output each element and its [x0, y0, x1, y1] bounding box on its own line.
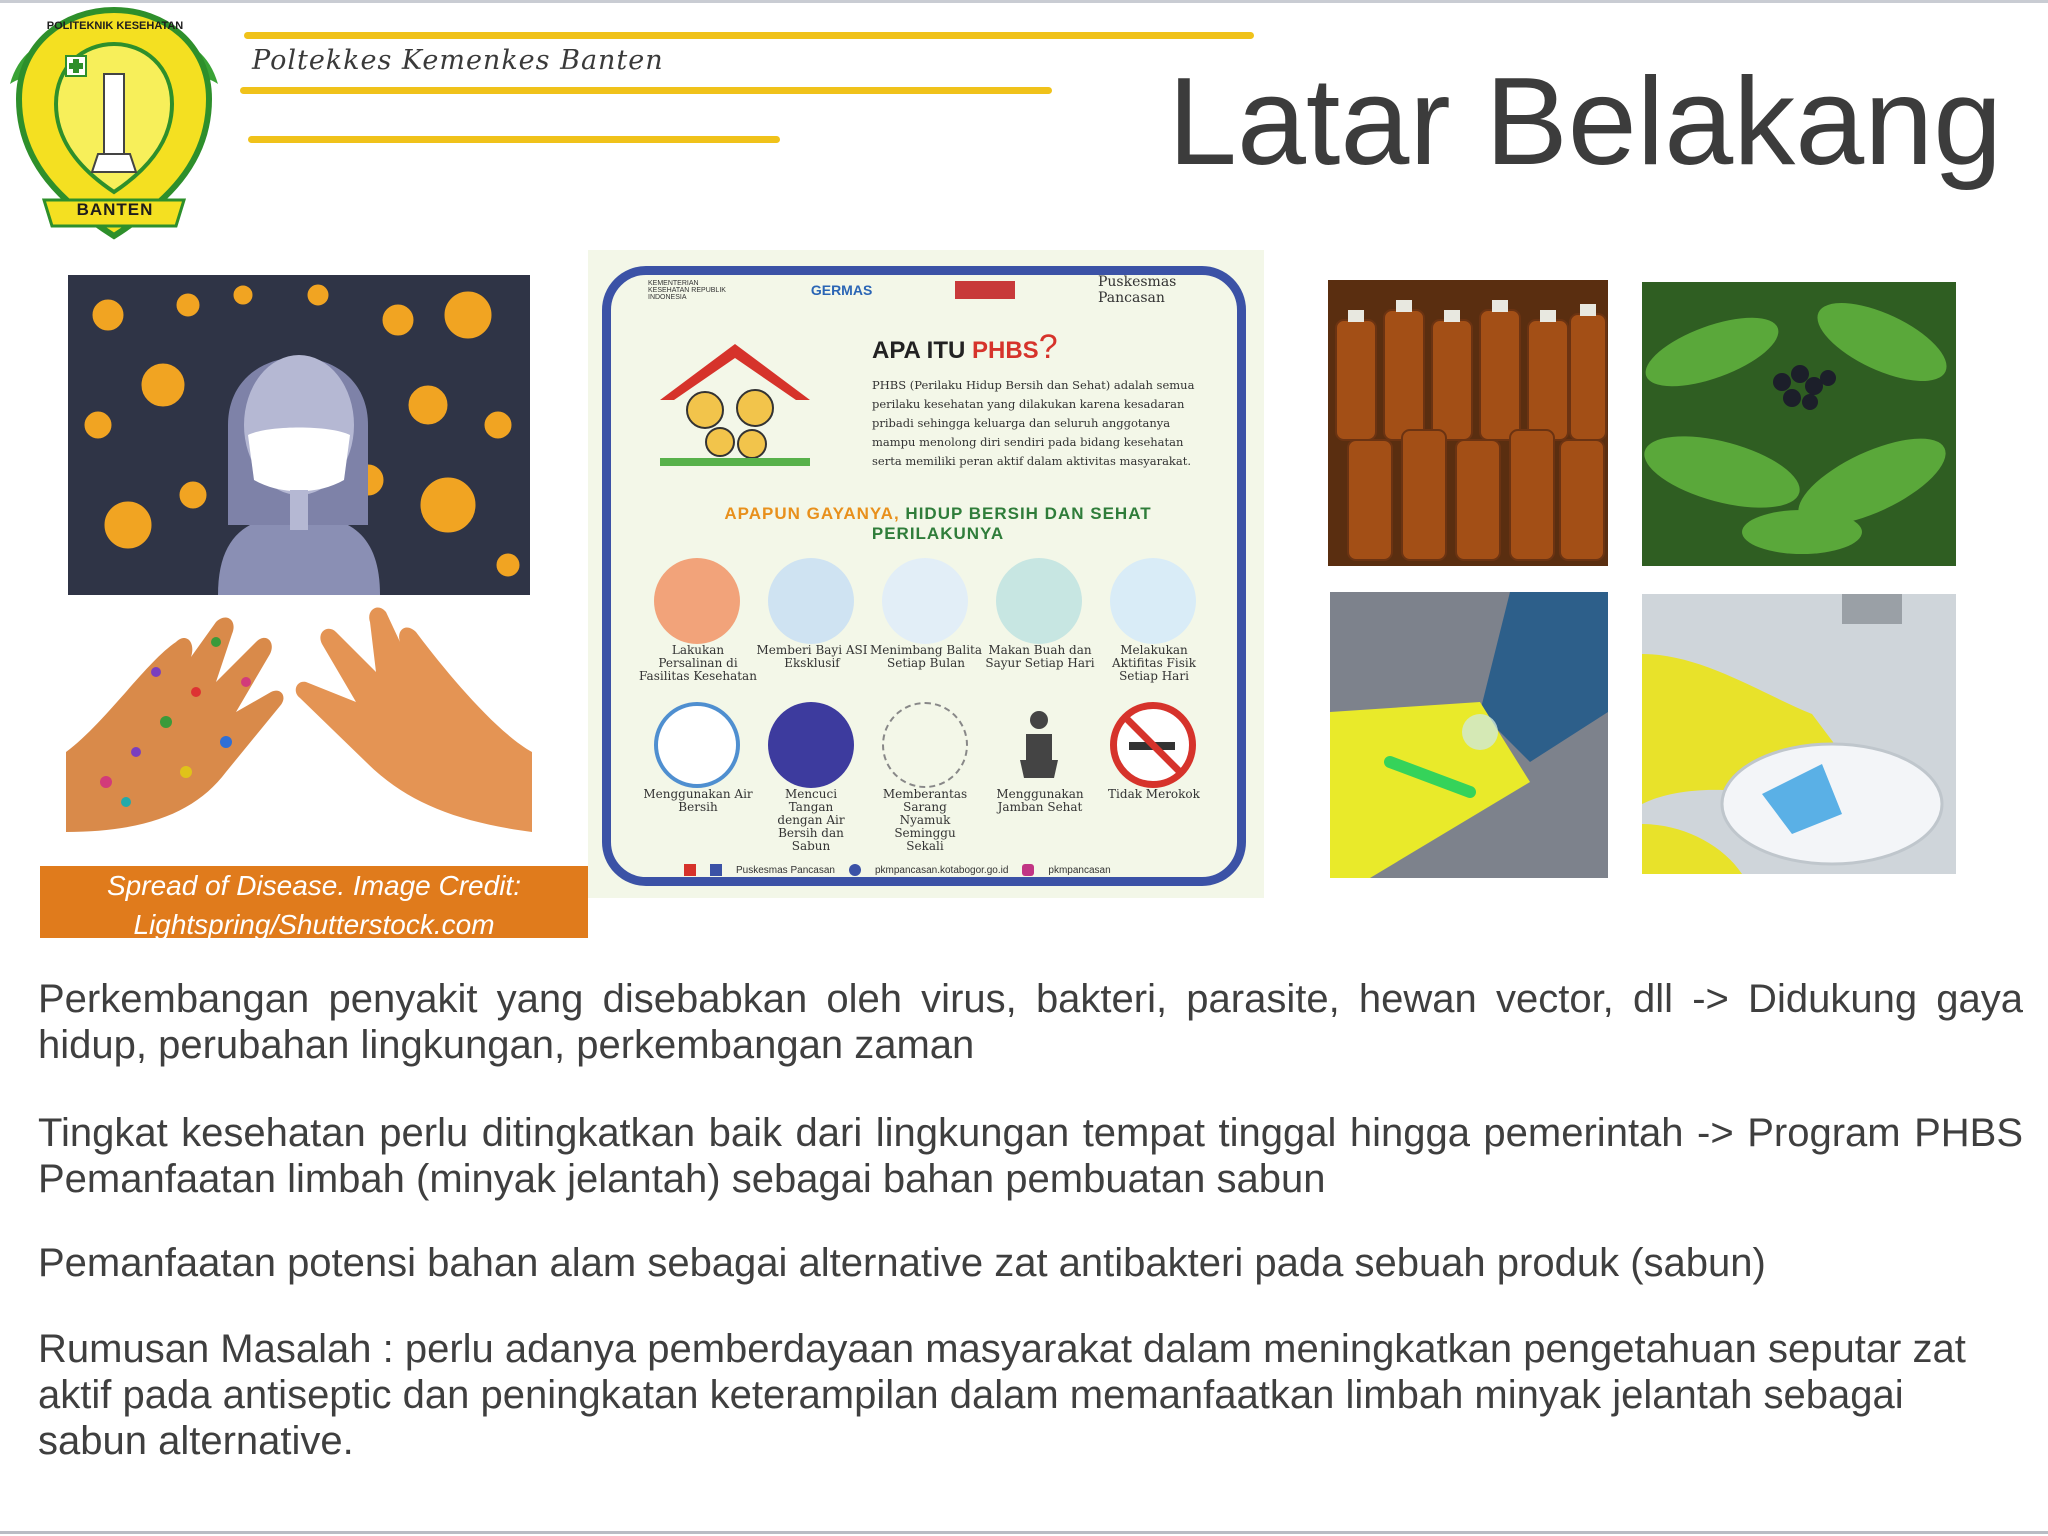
top-border: [0, 0, 2048, 3]
plant-leaves-berries: [1642, 282, 1956, 566]
accent-stripe-3: [248, 136, 780, 143]
item-label-8: Memberantas Sarang Nyamuk Seminggu Sekali: [882, 787, 968, 853]
mosquito-icon: [882, 702, 968, 788]
web-icon: [849, 864, 861, 876]
puskesmas-logo: Puskesmas Pancasan: [1097, 274, 1177, 306]
item-label-3: Menimbang Balita Setiap Bulan: [869, 643, 983, 670]
clean-water-tap-icon: [654, 702, 740, 788]
logo-ring-text: POLITEKNIK KESEHATAN: [46, 20, 184, 32]
facebook-icon: [710, 864, 722, 876]
germ-hands-illustration: [66, 602, 532, 868]
item-label-5: Melakukan Aktifitas Fisik Setiap Hari: [1112, 643, 1196, 683]
footer-web: pkmpancasan.kotabogor.go.id: [874, 864, 1009, 876]
item-label-10: Tidak Merokok: [1108, 787, 1200, 801]
item-label-1: Lakukan Persalinan di Fasilitas Kesehatan: [639, 643, 757, 683]
paragraph-1: Perkembangan penyakit yang disebabkan oleh virus, bakteri, parasite, hewan vector, dll -> Didukung gaya hidup, perubahan lingkungan, perkembangan zaman: [38, 977, 2023, 1067]
heading-suffix: ?: [1038, 328, 1058, 366]
image-caption: Spread of Disease. Image Credit: Lightspring/Shutterstock.com: [40, 866, 588, 938]
paragraph-4: Rumusan Masalah : perlu adanya pemberdayaan masyarakat dalam meningkatkan pengetahuan seputar zat aktif pada antiseptic dan peningkatan keterampilan dalam memanfaatkan limbah minyak jelantah sebagai sabun alternative.: [38, 1327, 1966, 1463]
page-title: Latar Belakang: [1168, 53, 2003, 191]
fruit-vegetable-icon: [996, 558, 1082, 644]
footer-facebook: Puskesmas Pancasan: [736, 864, 835, 876]
family-house-illustration: [650, 340, 820, 470]
youtube-icon: [684, 864, 696, 876]
paragraph-2: Tingkat kesehatan perlu ditingkatkan baik dari lingkungan tempat tinggal hingga pemerintah -> Program PHBS Pemanfaatan limbah (minyak jelantah) sebagai bahan pembuatan sabun: [38, 1111, 2023, 1201]
exercise-icon: [1110, 558, 1196, 644]
used-cooking-oil-bottles: [1328, 280, 1608, 566]
footer-instagram: pkmpancasan: [1048, 864, 1111, 876]
poster-slogan: [658, 504, 1218, 544]
accent-stripe-1: [244, 32, 1254, 39]
accent-stripe-2: [240, 87, 1052, 94]
phbs-poster: [588, 250, 1264, 898]
slogan-prefix: APAPUN GAYANYA,: [724, 504, 906, 523]
germas-logo: GERMAS: [810, 282, 873, 298]
item-label-7: Mencuci Tangan dengan Air Bersih dan Sabun: [777, 787, 845, 853]
no-smoking-icon: [1110, 702, 1196, 788]
slogan-highlight: HIDUP BERSIH DAN SEHAT PERILAKUNYA: [871, 504, 1152, 543]
toilet-icon: [996, 702, 1082, 788]
handwashing-icon: [768, 702, 854, 788]
kemenkes-logo: KEMENTERIAN KESEHATAN REPUBLIK INDONESIA: [648, 279, 726, 301]
phbs-definition: PHBS (Perilaku Hidup Bersih dan Sehat) adalah semua perilaku kesehatan yang dilakukan karena kesadaran pribadi sehingga keluarga dan seluruh anggotanya mampu menolong diri sendiri pada bidang kesehatan serta memiliki peran aktif dalam aktivitas masyarakat.: [872, 378, 1195, 468]
logo-banner-text: BANTEN: [76, 200, 154, 219]
baby-scale-icon: [882, 558, 968, 644]
heading-prefix: APA ITU: [872, 337, 972, 364]
instagram-icon: [1022, 864, 1034, 876]
item-label-9: Menggunakan Jamban Sehat: [996, 787, 1084, 814]
bottom-border: [0, 1531, 2048, 1534]
breastfeeding-icon: [768, 558, 854, 644]
dish-soap-sponge: [1330, 592, 1608, 878]
paragraph-3: Pemanfaatan potensi bahan alam sebagai alternative zat antibakteri pada sebuah produk (sabun): [38, 1241, 1766, 1285]
poster-footer: [684, 864, 1184, 876]
item-label-4: Makan Buah dan Sayur Setiap Hari: [985, 643, 1095, 670]
item-label-2: Memberi Bayi ASI Eksklusif: [756, 643, 868, 670]
poster-logos: [648, 268, 1208, 312]
washing-dishes-gloves: [1642, 594, 1956, 874]
item-label-6: Menggunakan Air Bersih: [643, 787, 753, 814]
poster-heading: [872, 328, 1058, 367]
org-name: Poltekkes Kemenkes Banten: [252, 45, 664, 76]
city-logo: [955, 281, 1015, 299]
virus-woman-mask-illustration: [68, 275, 530, 595]
childbirth-icon: [654, 558, 740, 644]
heading-highlight: PHBS: [972, 337, 1039, 364]
